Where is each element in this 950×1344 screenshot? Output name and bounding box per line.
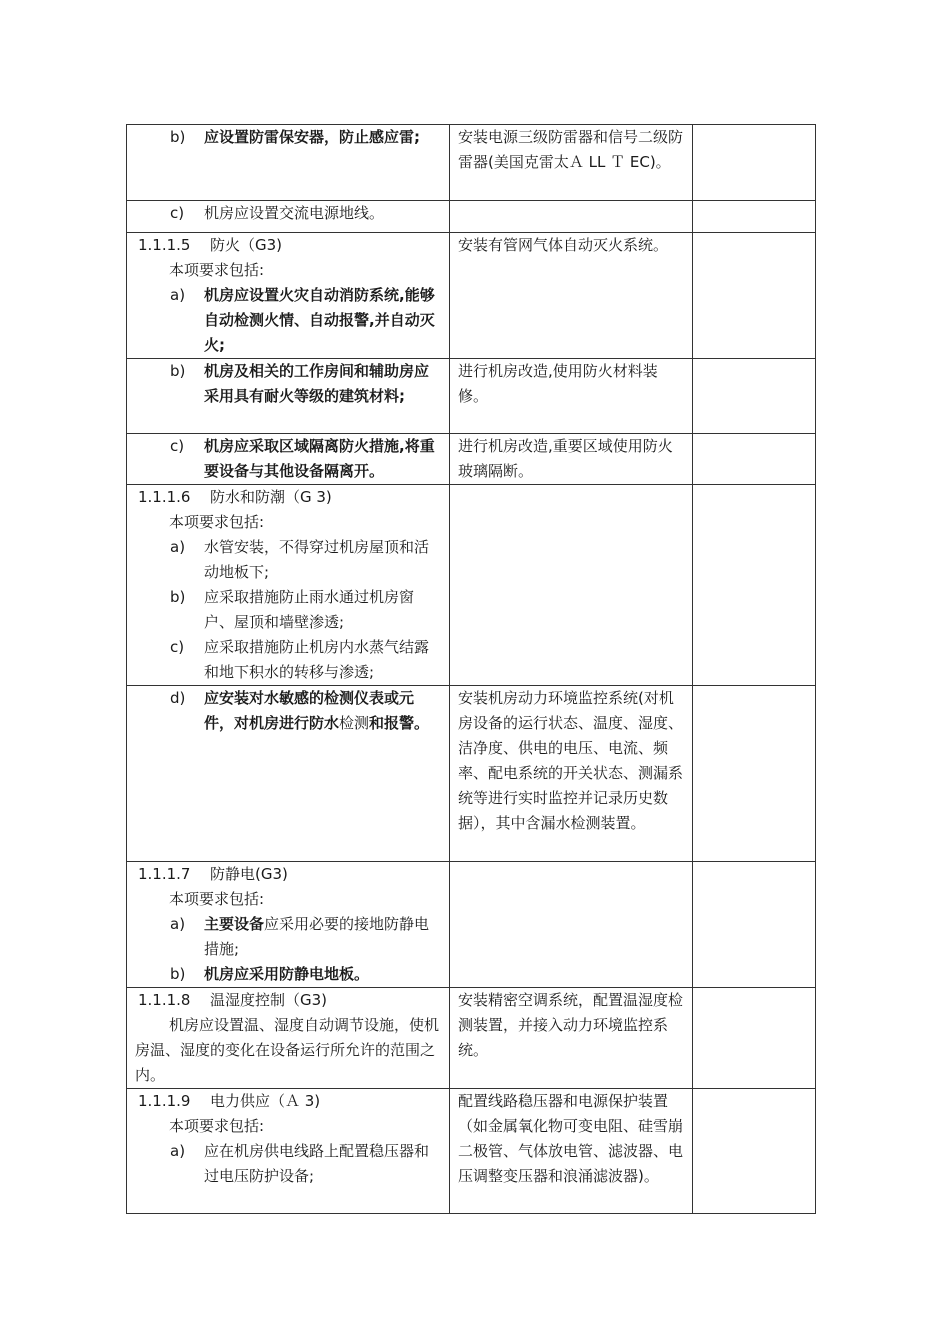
table-row (127, 125, 816, 201)
requirements-table (126, 124, 816, 1214)
table-row (127, 233, 816, 359)
section-number: 1.1.1.7 (138, 865, 191, 883)
item-label: a) (170, 915, 186, 933)
table-row (127, 359, 816, 434)
item-text: 机房应采取区域隔离防火措施,将重要设备与其他设备隔离开。 (204, 437, 435, 480)
section-intro: 本项要求包括: (169, 261, 265, 279)
note-cell (693, 862, 816, 988)
item-label: a) (170, 1142, 186, 1160)
list-item (135, 585, 441, 635)
item-text (204, 912, 441, 962)
item-label: d) (170, 689, 186, 707)
requirement-cell (127, 434, 450, 485)
measure-cell: 安装精密空调系统，配置温湿度检测装置，并接入动力环境监控系统。 (450, 988, 693, 1089)
item-text: 应采取措施防止雨水通过机房窗户、屋顶和墙壁渗透; (204, 588, 415, 631)
requirement-cell (127, 485, 450, 686)
table-row (127, 862, 816, 988)
item-text: 应在机房供电线路上配置稳压器和过电压防护设备; (204, 1142, 430, 1185)
section-title: 电力供应（Ａ 3) (210, 1092, 321, 1110)
requirement-cell (127, 125, 450, 201)
list-item (135, 912, 441, 962)
item-text-bold: 和报警。 (369, 714, 430, 732)
note-cell (693, 233, 816, 359)
list-item (135, 962, 441, 987)
item-text (204, 686, 441, 736)
section-number: 1.1.1.8 (138, 991, 191, 1009)
item-label: c) (170, 204, 185, 222)
section-number: 1.1.1.9 (138, 1092, 191, 1110)
section-intro: 本项要求包括: (169, 513, 265, 531)
item-text-bold: 应安装对水敏感的检测仪表或元件，对机房进行防水 (204, 689, 415, 732)
table-row (127, 201, 816, 233)
item-text: 机房及相关的工作房间和辅助房应采用具有耐火等级的建筑材料; (204, 362, 430, 405)
item-text: 机房应采用防静电地板。 (204, 965, 370, 983)
item-label: c) (170, 437, 185, 455)
measure-cell (450, 201, 693, 233)
section-heading (135, 862, 441, 887)
note-cell (693, 434, 816, 485)
item-label: b) (170, 588, 186, 606)
item-label: b) (170, 128, 186, 146)
item-text-normal: 检测 (339, 714, 370, 732)
item-text: 应采取措施防止机房内水蒸气结露和地下积水的转移与渗透; (204, 638, 430, 681)
item-label: b) (170, 965, 186, 983)
note-cell (693, 1089, 816, 1214)
section-heading (135, 485, 441, 510)
table-row (127, 988, 816, 1089)
section-heading (135, 1089, 441, 1114)
requirement-cell (127, 686, 450, 862)
section-heading (135, 233, 441, 258)
table-row (127, 1089, 816, 1214)
requirement-cell (127, 359, 450, 434)
item-label: a) (170, 538, 186, 556)
item-text: 应设置防雷保安器，防止感应雷; (204, 128, 421, 146)
note-cell (693, 485, 816, 686)
note-cell (693, 686, 816, 862)
table-row (127, 434, 816, 485)
section-number: 1.1.1.5 (138, 236, 191, 254)
section-title: 防火（G3) (210, 236, 283, 254)
table-row (127, 485, 816, 686)
list-item (135, 635, 441, 685)
measure-cell: 安装电源三级防雷器和信号二级防雷器(美国克雷太Ａ LL Ｔ EC)。 (450, 125, 693, 201)
measure-cell (450, 485, 693, 686)
note-cell (693, 988, 816, 1089)
measure-cell: 安装机房动力环境监控系统(对机房设备的运行状态、温度、湿度、洁净度、供电的电压、电流、频率、配电系统的开关状态、测漏系统等进行实时监控并记录历史数据），其中含漏水检测装置。 (450, 686, 693, 862)
list-item (135, 201, 441, 226)
measure-cell: 进行机房改造,使用防火材料装修。 (450, 359, 693, 434)
requirement-cell (127, 862, 450, 988)
section-intro: 本项要求包括: (169, 1117, 265, 1135)
measure-cell: 配置线路稳压器和电源保护装置（如金属氧化物可变电阻、硅雪崩二极管、气体放电管、滤波器、电压调整变压器和浪涌滤波器)。 (450, 1089, 693, 1214)
requirement-cell (127, 1089, 450, 1214)
requirement-cell (127, 233, 450, 359)
section-number: 1.1.1.6 (138, 488, 191, 506)
requirement-cell (127, 201, 450, 233)
section-title: 温湿度控制（G3) (210, 991, 328, 1009)
list-item (135, 359, 441, 409)
note-cell (693, 125, 816, 201)
note-cell (693, 359, 816, 434)
list-item (135, 686, 441, 736)
item-text-normal: 应采用必要的接地防静电措施; (204, 915, 430, 958)
note-cell (693, 201, 816, 233)
item-label: b) (170, 362, 186, 380)
item-text: 机房应设置火灾自动消防系统,能够自动检测火情、自动报警,并自动灭火; (204, 286, 435, 354)
measure-cell: 安装有管网气体自动灭火系统。 (450, 233, 693, 359)
list-item (135, 434, 441, 484)
section-title: 防静电(G3) (210, 865, 288, 883)
section-intro: 本项要求包括: (169, 890, 265, 908)
table-row (127, 686, 816, 862)
list-item (135, 125, 441, 150)
list-item (135, 283, 441, 358)
section-paragraph: 机房应设置温、湿度自动调节设施，使机房温、湿度的变化在设备运行所允许的范围之内。 (135, 1016, 440, 1084)
section-title: 防水和防潮（G 3) (210, 488, 332, 506)
list-item (135, 1139, 441, 1189)
item-text: 水管安装，不得穿过机房屋顶和活动地板下; (204, 538, 430, 581)
measure-cell: 进行机房改造,重要区域使用防火玻璃隔断。 (450, 434, 693, 485)
item-label: a) (170, 286, 186, 304)
measure-cell (450, 862, 693, 988)
section-heading (135, 988, 441, 1013)
item-label: c) (170, 638, 185, 656)
item-text-bold: 主要设备 (204, 915, 265, 933)
requirement-cell (127, 988, 450, 1089)
item-text: 机房应设置交流电源地线。 (204, 204, 385, 222)
list-item (135, 535, 441, 585)
